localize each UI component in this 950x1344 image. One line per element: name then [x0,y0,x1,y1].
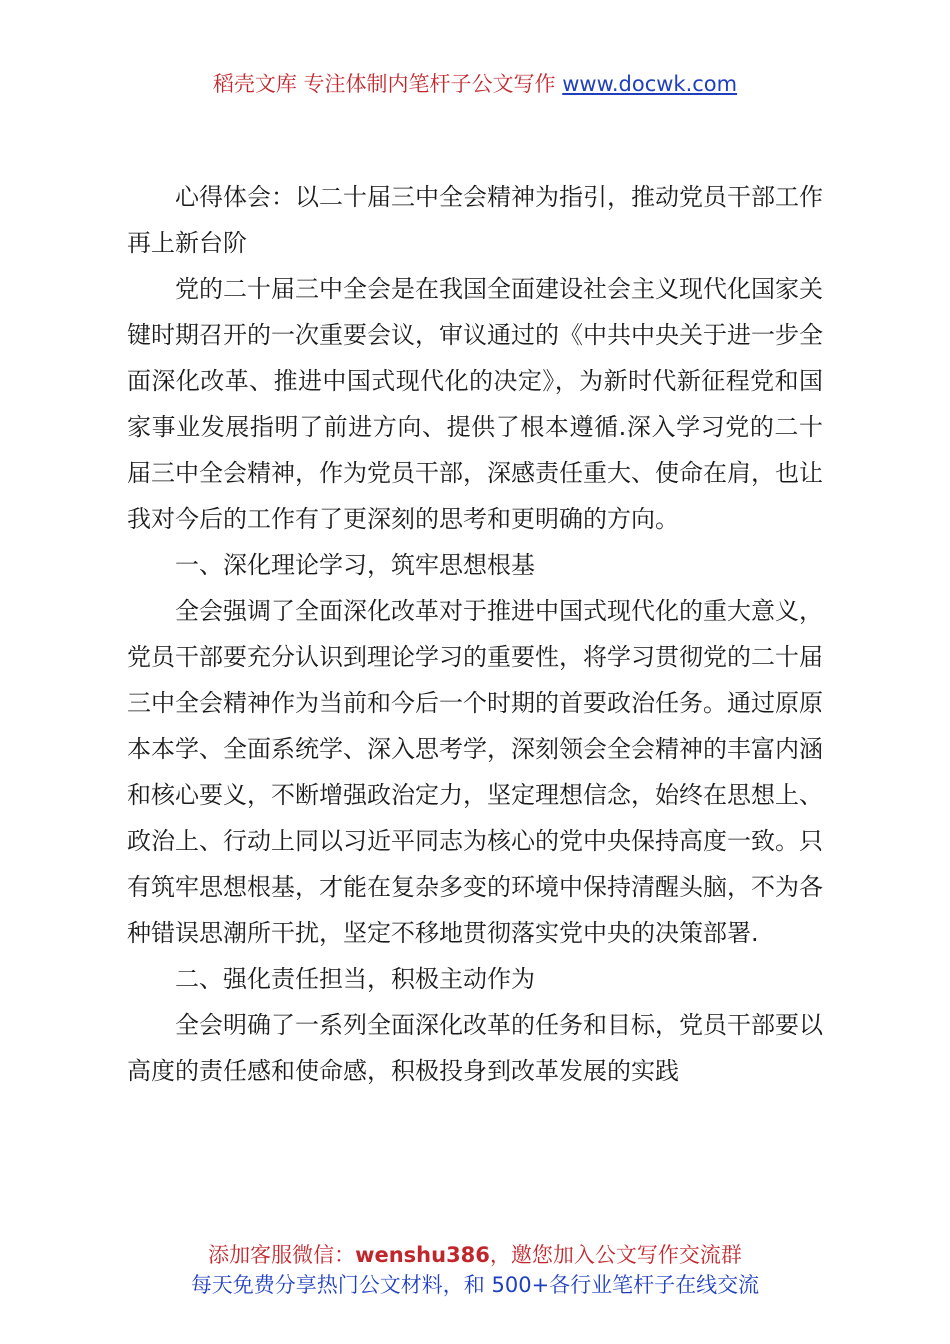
footer-promo-line: 每天免费分享热门公文材料，和 500+各行业笔杆子在线交流 [190,1273,760,1297]
page-header [0,70,950,98]
footer-contact-line [0,1240,950,1270]
paragraph-section-2: 全会明确了一系列全面深化改革的任务和目标，党员干部要以高度的责任感和使命感，积极投身到改革发展的实践 [127,1011,823,1085]
section-heading-2: 二、强化责任担当，积极主动作为 [175,965,535,993]
document-body [127,174,823,1094]
site-name: 稻壳文库 专注体制内笔杆子公文写作 [212,72,556,96]
document-title: 心得体会：以二十届三中全会精神为指引，推动党员干部工作再上新台阶 [127,183,823,257]
footer-contact-prefix: 添加客服微信： [208,1243,356,1267]
paragraph-section-1: 全会强调了全面深化改革对于推进中国式现代化的重大意义，党员干部要充分认识到理论学习的重要性，将学习贯彻党的二十届三中全会精神作为当前和今后一个时期的首要政治任务。通过原原本本学、全面系统学、深入思考学，深刻领会全会精神的丰富内涵和核心要义，不断增强政治定力，坚定理想信念，始终在思想上、政治上、行动上同以习近平同志为核心的党中央保持高度一致。只有筑牢思想根基，才能在复杂多变的环境中保持清醒头脑，不为各种错误思潮所干扰，坚定不移地贯彻落实党中央的决策部署. [127,597,823,947]
wechat-id: wenshu386 [355,1243,490,1267]
footer-contact-suffix: ，邀您加入公文写作交流群 [489,1243,742,1267]
page-footer [0,1240,950,1300]
site-url-link[interactable]: www.docwk.com [562,72,738,96]
paragraph-intro: 党的二十届三中全会是在我国全面建设社会主义现代化国家关键时期召开的一次重要会议，审议通过的《中共中央关于进一步全面深化改革、推进中国式现代化的决定》，为新时代新征程党和国家事业发展指明了前进方向、提供了根本遵循.深入学习党的二十届三中全会精神，作为党员干部，深感责任重大、使命在肩，也让我对今后的工作有了更深刻的思考和更明确的方向。 [127,275,823,533]
section-heading-1: 一、深化理论学习，筑牢思想根基 [175,551,535,579]
